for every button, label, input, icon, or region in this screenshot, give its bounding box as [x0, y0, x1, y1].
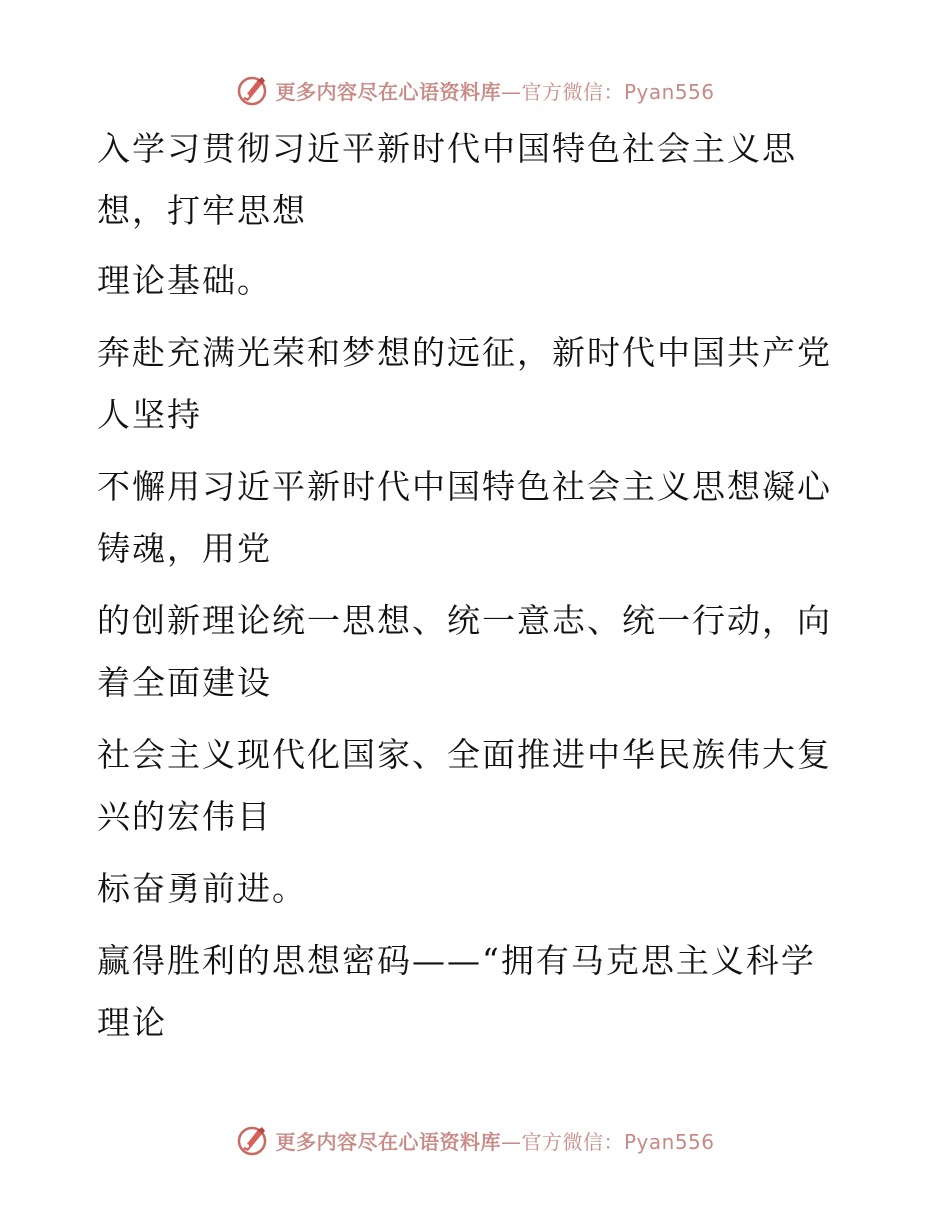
- text-line: 入学习贯彻习近平新时代中国特色社会主义思: [97, 129, 797, 168]
- paragraph: [97, 322, 837, 446]
- text-line: 的创新理论统一思想、统一意志、统一行动，向: [97, 601, 832, 640]
- watermark-text: [275, 76, 714, 105]
- text-line: 标奋勇前进。: [97, 869, 307, 908]
- document-body: [97, 118, 837, 1054]
- paragraph: [97, 724, 837, 848]
- watermark-wechat: 官方微信：: [521, 1129, 624, 1154]
- watermark-account: Pyan556: [623, 1129, 715, 1154]
- paragraph: [97, 858, 837, 920]
- watermark-account: Pyan556: [623, 79, 715, 104]
- watermark-text: [275, 1126, 714, 1155]
- paragraph: [97, 118, 837, 242]
- paragraph: [97, 930, 837, 1054]
- text-line: 奔赴充满光荣和梦想的远征，新时代中国共产党: [97, 333, 832, 372]
- paragraph: [97, 456, 837, 580]
- text-line: 着全面建设: [97, 663, 272, 702]
- text-line: 铸魂，用党: [97, 529, 272, 568]
- text-line: 赢得胜利的思想密码——“拥有马克思主义科学: [97, 941, 816, 980]
- watermark-site: 更多内容尽在心语资料库: [275, 79, 501, 104]
- footer-watermark: [0, 1120, 950, 1160]
- text-line: 社会主义现代化国家、全面推进中华民族伟大复: [97, 735, 832, 774]
- text-line: 理论基础。: [97, 261, 272, 300]
- text-line: 不懈用习近平新时代中国特色社会主义思想凝心: [97, 467, 832, 506]
- watermark-site: 更多内容尽在心语资料库: [275, 1129, 501, 1154]
- watermark-wechat: 官方微信：: [521, 79, 624, 104]
- pen-logo-icon: [235, 1123, 269, 1157]
- pen-logo-icon: [235, 73, 269, 107]
- text-line: 兴的宏伟目: [97, 797, 272, 836]
- watermark-dash: —: [500, 79, 522, 104]
- paragraph: [97, 590, 837, 714]
- text-line: 理论: [97, 1003, 167, 1042]
- text-line: 想，打牢思想: [97, 191, 307, 230]
- text-line: 人坚持: [97, 395, 202, 434]
- watermark-dash: —: [500, 1129, 522, 1154]
- paragraph: [97, 250, 837, 312]
- header-watermark: [0, 70, 950, 110]
